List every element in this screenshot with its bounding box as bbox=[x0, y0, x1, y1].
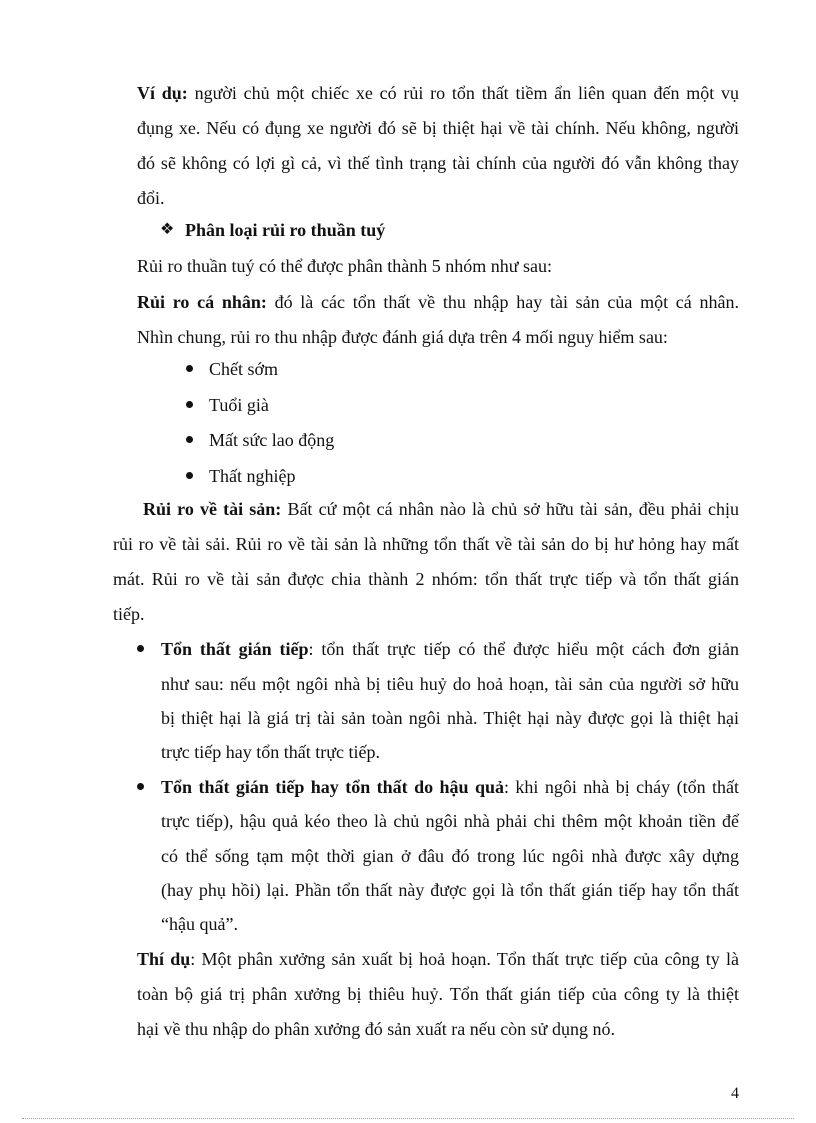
personal-risk-line: Rủi ro cá nhân: đó là các tổn thất về thu nhập hay tài sản của một cá nhân. bbox=[137, 292, 739, 312]
bullet-icon bbox=[186, 472, 193, 479]
bullet-icon bbox=[186, 401, 193, 408]
bullet-icon bbox=[137, 783, 144, 790]
loss-item-line: có thể sống tạm một thời gian ở đâu đó trong lúc ngôi nhà được xây dựng bbox=[161, 846, 739, 866]
property-risk-label: Rủi ro về tài sản: bbox=[143, 499, 282, 519]
bullet-icon bbox=[186, 365, 193, 372]
loss-item-line: “hậu quả”. bbox=[161, 914, 238, 934]
bullet-icon bbox=[186, 436, 193, 443]
example-paragraph-line: đụng xe. Nếu có đụng xe người đó sẽ bị thiệt hại về tài chính. Nếu không, người bbox=[137, 118, 739, 138]
loss-item-line: trực tiếp hay tổn thất trực tiếp. bbox=[161, 742, 380, 762]
example-paragraph-line: đó sẽ không có lợi gì cả, vì thế tình trạng tài chính của người đó vẫn không thay bbox=[137, 153, 739, 173]
loss-item-label: Tổn thất gián tiếp hay tổn thất do hậu quả bbox=[161, 777, 504, 797]
property-risk-line: rủi ro về tài sải. Rủi ro về tài sản là những tổn thất về tài sản do bị hư hỏng hay mất bbox=[113, 534, 739, 554]
list-item: Tuổi già bbox=[209, 395, 269, 415]
example2-line: hại về thu nhập do phân xưởng đó sản xuất ra nếu còn sử dụng nó. bbox=[137, 1019, 615, 1039]
loss-item-line: như sau: nếu một ngôi nhà bị tiêu huỷ do hoả hoạn, tài sản của người sở hữu bbox=[161, 674, 739, 694]
loss-item-line: (hay phụ hồi) lại. Phần tổn thất này được gọi là tổn thất gián tiếp hay tổn thất bbox=[161, 880, 739, 900]
personal-risk-line: Nhìn chung, rủi ro thu nhập được đánh giá dựa trên 4 mối nguy hiểm sau: bbox=[137, 327, 668, 347]
example2-label: Thí dụ bbox=[137, 949, 191, 969]
personal-risk-label: Rủi ro cá nhân: bbox=[137, 292, 267, 312]
loss-item-line: Tổn thất gián tiếp hay tổn thất do hậu quả: khi ngôi nhà bị cháy (tổn thất bbox=[161, 777, 739, 797]
property-risk-line: Rủi ro về tài sản: Bất cứ một cá nhân nào là chủ sở hữu tài sản, đều phải chịu bbox=[143, 499, 739, 519]
example2-line: toàn bộ giá trị phân xưởng bị thiêu huỷ. Tổn thất gián tiếp của công ty là thiệt bbox=[137, 984, 739, 1004]
list-item: Chết sớm bbox=[209, 359, 279, 379]
example-paragraph-line: Ví dụ: người chủ một chiếc xe có rủi ro tổn thất tiềm ẩn liên quan đến một vụ bbox=[137, 83, 740, 103]
page-number: 4 bbox=[731, 1085, 739, 1102]
diamond-bullet-icon: ❖ bbox=[160, 221, 175, 238]
section-intro: Rủi ro thuần tuý có thể được phân thành 5 nhóm như sau: bbox=[137, 256, 552, 276]
list-item: Thất nghiệp bbox=[209, 466, 296, 486]
property-risk-line: tiếp. bbox=[113, 604, 145, 624]
footer-divider bbox=[22, 1118, 794, 1119]
example-label: Ví dụ: bbox=[137, 83, 188, 103]
property-risk-line: mát. Rủi ro về tài sản được chia thành 2 nhóm: tổn thất trực tiếp và tổn thất gián bbox=[113, 569, 739, 589]
loss-item-line: trực tiếp), hậu quả kéo theo là chủ ngôi nhà phải chi thêm một khoản tiền để bbox=[161, 811, 739, 831]
list-item: Mất sức lao động bbox=[209, 430, 335, 450]
example2-line: Thí dụ: Một phân xưởng sản xuất bị hoả hoạn. Tổn thất trực tiếp của công ty là bbox=[137, 949, 739, 969]
section-heading: Phân loại rủi ro thuần tuý bbox=[185, 220, 386, 240]
example-paragraph-line: đổi. bbox=[137, 188, 165, 208]
loss-item-line: bị thiệt hại là giá trị tài sản toàn ngôi nhà. Thiệt hại này được gọi là thiệt hại bbox=[161, 708, 739, 728]
bullet-icon bbox=[137, 645, 144, 652]
loss-item-line: Tổn thất gián tiếp: tổn thất trực tiếp có thể được hiểu một cách đơn giản bbox=[161, 639, 739, 659]
loss-item-label: Tổn thất gián tiếp bbox=[161, 639, 309, 659]
